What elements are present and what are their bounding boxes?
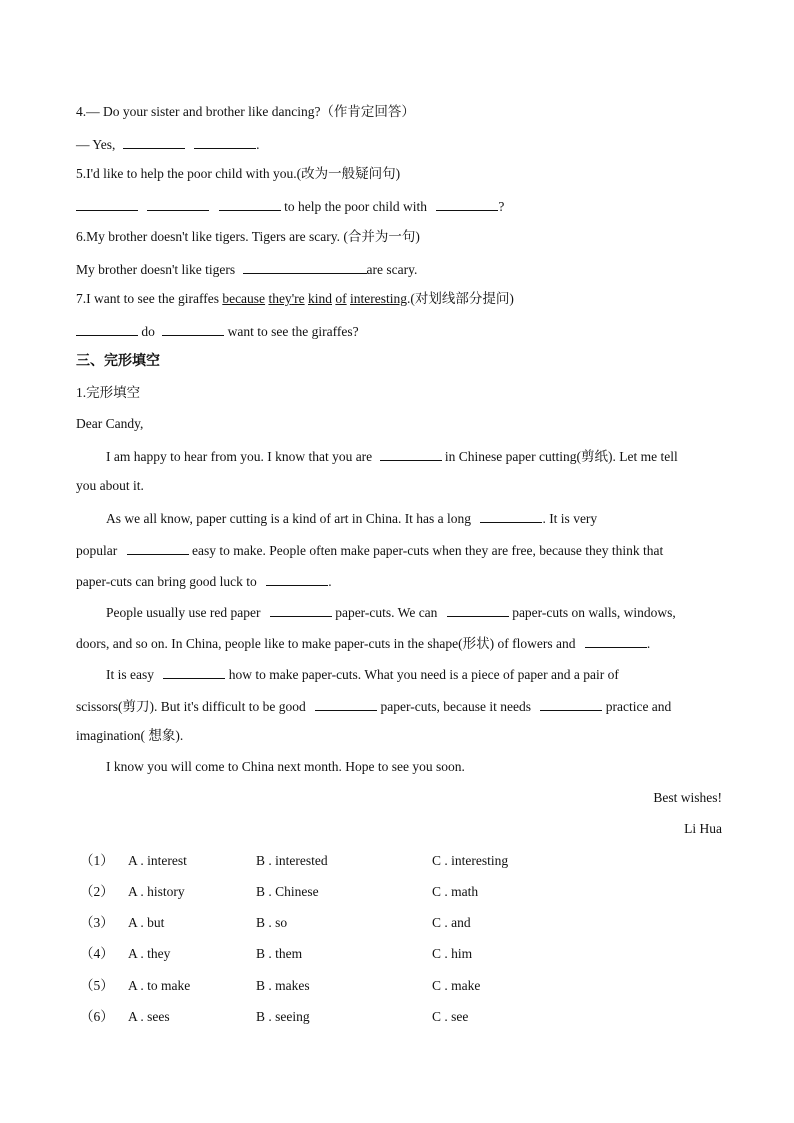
q7-prompt-suffix: .(对划线部分提问) (407, 291, 514, 306)
cloze-blank-4[interactable] (266, 571, 328, 586)
option-a[interactable]: A . they (128, 946, 171, 961)
section-heading: 三、完形填空 (76, 353, 160, 369)
passage-line (76, 633, 650, 653)
passage-text: in Chinese paper cutting(剪纸). Let me tell (444, 449, 678, 464)
cloze-blank-8[interactable] (163, 664, 225, 679)
option-b[interactable]: B . seeing (256, 1009, 310, 1024)
q5-answer-end: ? (498, 199, 505, 214)
passage-text: scissors(剪刀). But it's difficult to be good (76, 699, 306, 714)
answer-blank[interactable] (162, 321, 224, 336)
option-c[interactable]: C . and (432, 915, 471, 930)
answer-blank[interactable] (194, 134, 256, 149)
option-a[interactable]: A . to make (128, 978, 191, 993)
option-a[interactable]: A . history (128, 884, 185, 899)
option-number: （2） (80, 884, 114, 899)
q7-answer-end: want to see the giraffes? (227, 324, 359, 339)
cloze-blank-7[interactable] (585, 633, 647, 648)
cloze-blank-2[interactable] (480, 508, 542, 523)
q7-prompt (76, 290, 514, 308)
answer-blank[interactable] (147, 196, 209, 211)
answer-blank[interactable] (436, 196, 498, 211)
passage-line (106, 508, 597, 528)
underlined-word: because (222, 291, 266, 306)
passage-text: paper-cuts can bring good luck to (76, 574, 257, 589)
underlined-word: kind (307, 291, 332, 306)
passage-text: . (328, 574, 332, 589)
q7-answer-line (76, 321, 359, 341)
option-c[interactable]: C . make (432, 978, 481, 993)
q6-answer-suffix: are scary. (366, 262, 418, 277)
option-c[interactable]: C . him (432, 946, 473, 961)
passage-text: how to make paper-cuts. What you need is a piece of paper and a pair of (228, 667, 619, 682)
cloze-blank-3[interactable] (127, 540, 189, 555)
q5-answer-mid: to help the poor child with (284, 199, 427, 214)
option-number: （6） (80, 1009, 114, 1024)
option-b[interactable]: B . Chinese (256, 884, 319, 899)
passage-line (106, 446, 678, 466)
passage-text: I am happy to hear from you. I know that you are (106, 449, 373, 464)
option-number: （5） (80, 978, 114, 993)
option-c[interactable]: C . math (432, 884, 479, 899)
answer-blank[interactable] (243, 259, 367, 274)
q6-answer-line (76, 259, 417, 279)
q4-answer-line: — Yes, . (76, 134, 260, 154)
passage-text: As we all know, paper cutting is a kind of art in China. It has a long (106, 511, 472, 526)
letter-signature: Li Hua (684, 821, 722, 836)
answer-blank[interactable] (219, 196, 281, 211)
passage-line (76, 571, 332, 591)
underlined-word: they (268, 291, 292, 306)
letter-closing: Best wishes! (653, 790, 722, 805)
passage-line: I know you will come to China next month. Hope to see you soon. (106, 759, 465, 774)
underlined-word: 're (291, 291, 305, 306)
option-number: （3） (80, 915, 114, 930)
passage-text: popular (76, 543, 118, 558)
q4-prompt: 4.— Do your sister and brother like dancing?（作肯定回答） (76, 104, 415, 119)
cloze-blank-6[interactable] (447, 602, 509, 617)
option-b[interactable]: B . interested (256, 853, 328, 868)
passage-text: . (646, 636, 651, 651)
passage-line: you about it. (76, 478, 144, 493)
cloze-blank-9[interactable] (315, 696, 377, 711)
passage-line (76, 540, 663, 560)
passage-line (106, 602, 676, 622)
section-subheading: 1.完形填空 (76, 385, 141, 400)
option-number: （4） (80, 946, 114, 961)
passage-line (106, 664, 619, 684)
passage-text: paper-cuts, because it needs (380, 699, 531, 714)
option-b[interactable]: B . them (256, 946, 303, 961)
letter-salutation: Dear Candy, (76, 416, 144, 431)
q4-answer-prefix: — Yes, (76, 137, 116, 152)
q6-prompt: 6.My brother doesn't like tigers. Tigers are scary. (合并为一句) (76, 229, 420, 244)
q5-prompt: 5.I'd like to help the poor child with you.(改为一般疑问句) (76, 166, 401, 181)
answer-blank[interactable] (76, 196, 138, 211)
cloze-blank-1[interactable] (380, 446, 442, 461)
q6-answer-prefix: My brother doesn't like tigers (76, 262, 236, 277)
underlined-word: of (335, 291, 347, 306)
option-b[interactable]: B . makes (256, 978, 310, 993)
answer-blank[interactable] (123, 134, 185, 149)
option-a[interactable]: A . sees (128, 1009, 170, 1024)
passage-text: easy to make. People often make paper-cuts when they are free, because they think that (192, 543, 664, 558)
option-c[interactable]: C . interesting (432, 853, 509, 868)
passage-text: It is easy (106, 667, 154, 682)
passage-text: . It is very (542, 511, 598, 526)
option-number: （1） (80, 853, 114, 868)
passage-line: imagination( 想象). (76, 728, 184, 743)
q7-answer-do: do (141, 324, 155, 339)
underlined-word: interesting (350, 291, 407, 306)
passage-line (76, 696, 671, 716)
option-a[interactable]: A . interest (128, 853, 187, 868)
passage-text: practice and (605, 699, 672, 714)
cloze-blank-5[interactable] (270, 602, 332, 617)
option-c[interactable]: C . see (432, 1009, 469, 1024)
passage-text: doors, and so on. In China, people like to make paper-cuts in the shape(形状) of flowers and (76, 636, 576, 651)
q7-prompt-prefix: 7.I want to see the giraffes (76, 291, 219, 306)
answer-blank[interactable] (76, 321, 138, 336)
passage-text: paper-cuts on walls, windows, (512, 605, 676, 620)
option-a[interactable]: A . but (128, 915, 165, 930)
cloze-blank-10[interactable] (540, 696, 602, 711)
q5-answer-line (76, 196, 504, 216)
passage-text: People usually use red paper (106, 605, 261, 620)
option-b[interactable]: B . so (256, 915, 288, 930)
passage-text: paper-cuts. We can (335, 605, 438, 620)
